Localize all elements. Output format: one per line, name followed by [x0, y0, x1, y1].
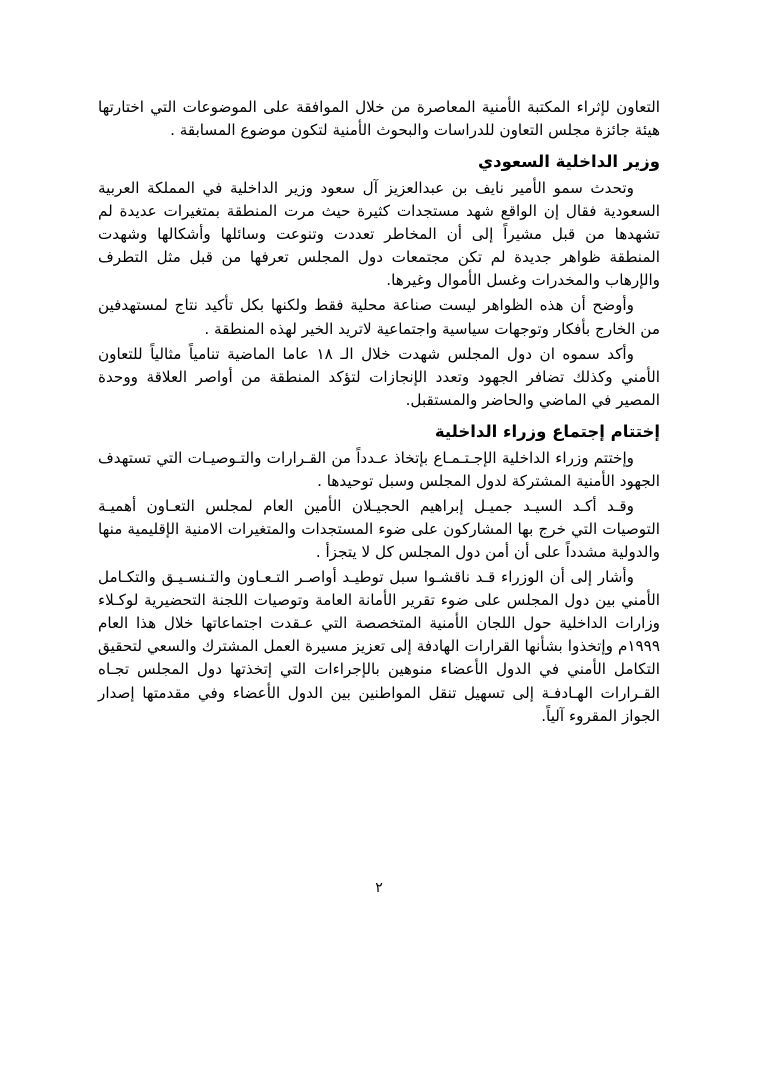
paragraph: وإختتم وزراء الداخلية الإجـتـمـاع بإتخاذ عـدداً من القـرارات والتـوصيـات التي تستهدف الجهود الأمنية المشتركة لدول المجلس وسبل توحيدها . — [98, 448, 660, 490]
paragraph: وقـد أكـد السيـد جميـل إبراهيم الحجيـلان الأمين العام لمجلس التعـاون أهميـة التوصيات التي خرج بها المشاركون على ضوء المستجدات والمتغيرات الامنية الإقليمية منها والدولية مشدداً على أن أمن دول المجلس كل لا يتجزأ . — [98, 496, 660, 561]
section-heading-saudi-interior-minister: وزير الداخلية السعودي — [478, 152, 660, 172]
paragraph: التعاون لإثراء المكتبة الأمنية المعاصرة من خلال الموافقة على الموضوعات التي اختارتها هيئة جائزة مجلس التعاون للدراسات والبحوث الأمنية لتكون موضوع المسابقة . — [98, 98, 660, 140]
page-number: ٢ — [375, 880, 383, 896]
document-body — [98, 96, 660, 730]
paragraph: وأشار إلى أن الوزراء قـد ناقشـوا سبل توطيـد أواصـر التـعـاون والتـنسـيـق والتكـامل الأمني بين دول المجلس على ضوء تقرير الأمانة العامة وتوصيات اللجنة التحضيرية لوكـلاء وزارات الداخلية حول اللجان الأمنية المتخصصة التي عـقدت اجتماعاتها خلال هذا العام ١٩٩٩م وإتخذوا بشأنها القرارات الهادفة إلى تعزيز مسيرة العمل المشترك والسعي لتحقيق التكامل الأمني في الدول الأعضاء منوهين بالإجراءات التي إتخذتها دول المجلس تجـاه القـرارات الهـادفـة إلى تسهيل تنقل المواطنين بين الدول الأعضاء وفي مقدمتها إصدار الجواز المقروء آلياً. — [98, 568, 660, 725]
paragraph: وأكد سموه ان دول المجلس شهدت خلال الـ ١٨ عاما الماضية تنامياً مثالياً للتعاون الأمني وكذلك تضافر الجهود وتعدد الإنجازات لتؤكد المنطقة من أواصر العلاقة ووحدة المصير في الماضي والحاضر والمستقبل. — [98, 344, 660, 409]
paragraph: وتحدث سمو الأمير نايف بن عبدالعزيز آل سعود وزير الداخلية في المملكة العربية السعودية فقال إن الواقع شهد مستجدات كثيرة حيث مرت المنطقة بمتغيرات عديدة لم تشهدها من قبل مشيراً إلى أن المخاطر تعددت وتنوعت وسائلها وأشكالها وشهدت المنطقة ظواهر جديدة لم تكن مجتمعات دول المجلس تعرفها من قبل مثل التطرف والإرهاب والمخدرات وغسل الأموال وغيرها. — [98, 178, 660, 290]
section-heading-closing-meeting: إختتام إجتماع وزراء الداخلية — [434, 421, 660, 441]
paragraph: وأوضح أن هذه الظواهر ليست صناعة محلية فقط ولكنها بكل تأكيد نتاج لمستهدفين من الخارج بأفكار وتوجهات سياسية واجتماعية لاتريد الخير لهذه المنطقة . — [98, 296, 660, 338]
